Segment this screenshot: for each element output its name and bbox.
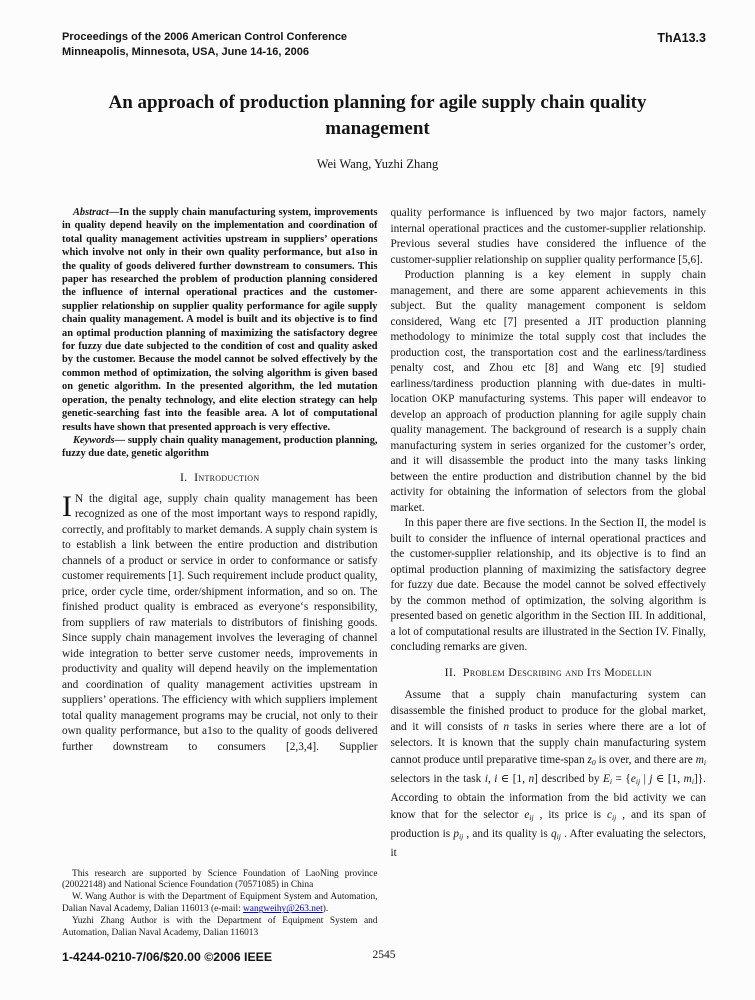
text-segment: —In the supply chain manufacturing system, improvements in quality depend heavily on the implementation and coordination of total quality management activities upstream in suppliers’ operations which involve not only in their own quality performance, but a1so in the quality of goods delivered further downstream to consumers. This paper has researched the problem of production planning considered the influence of internal operational practices and the customer-supplier relationship on supplier quality performance for agile supply chain quality management. A model is built and its objective is to find an optimal production planning of maximizing the satisfactory degree for fuzzy due date subjected to the condition of cost and quality asked by the customer. Because the model cannot be solved effectively by the common method of optimization, the solving algorithm is given based on genetic algorithm. In the presented algorithm, the led mutation operation, the penalty technology, and elite election strategy can help genetic-searching fast into the feasible area. A lot of computational results have shown that presented approach is very effective. bbox=[62, 207, 378, 433]
text-segment: ij bbox=[556, 831, 561, 841]
paper-authors: Wei Wang, Yuzhi Zhang bbox=[316, 157, 439, 171]
content-columns bbox=[62, 206, 706, 948]
text-segment: ]}. According to obtain the information from the bid activity we can know that for the selector bbox=[390, 772, 706, 821]
body-paragraph-problem-model bbox=[391, 687, 707, 862]
keywords-paragraph bbox=[62, 434, 378, 461]
text-segment: Yuzhi Zhang Author is with the Department of Equipment System and Automation, Dalian Naval Academy, Dalian 116013 bbox=[62, 916, 378, 939]
text-segment: z bbox=[587, 753, 592, 766]
text-segment: i bbox=[609, 776, 613, 786]
text-segment: ij bbox=[612, 812, 617, 822]
text-segment: , bbox=[487, 772, 495, 785]
footnote-author-wang bbox=[62, 892, 378, 916]
text-segment: ). bbox=[322, 904, 329, 915]
text-segment: ij bbox=[458, 831, 464, 841]
text-segment: This research are supported by Science Foundation of LaoNing province (20022148) and National Science Foundation (70571085) in China bbox=[62, 868, 378, 891]
body-paragraph-sections-overview: In this paper there are five sections. In the Section II, the model is built to consider the influence of internal operational practices and the customer-supplier relationship, and its objective is to find an optimal production planning of maximizing the satisfactory degree for fuzzy due date. Because the model cannot be solved effectively by the common method of optimization, the solving algorithm is presented based on genetic algorithm in the Section III. In additional, a lot of computational results are illustrated in the Section IV. Finally, concluding remarks are given. bbox=[390, 517, 706, 653]
conference-info bbox=[62, 30, 347, 60]
text-segment: , and its span of production is bbox=[390, 808, 706, 840]
text-segment: ij bbox=[635, 776, 641, 786]
conference-location: Minneapolis, Minnesota, USA, June 14-16, 2006 bbox=[62, 46, 309, 58]
text-segment: selectors in the task bbox=[390, 772, 485, 785]
text-segment: n bbox=[528, 772, 535, 785]
body-paragraph-production-planning: Production planning is a key element in supply chain management, and there are some apparent achievements in this subject. But the quality management component is seldom considered, Wang etc [7] presented a JIT production planning methodology to minimize the total supply cost that includes the production cost, the transportation cost and the earliness/tardiness penalty cost, and Zhou etc [8] and Wang etc [9] studied earliness/tardiness production planning with due-dates in multi-location OKP manufacturing systems. This paper will endeavor to develop an approach of production planning for agile supply chain quality management. The background of research is a supply chain manufacturing system in series organized for the customer’s order, and it will disassemble the product into the many tasks linking between the entire production and distribution channel by the bid activity for obtaining the information of selectors from the global market. bbox=[390, 269, 706, 514]
text-segment: n bbox=[503, 721, 510, 734]
text-segment: j bbox=[649, 772, 653, 785]
text-segment: | bbox=[640, 772, 650, 785]
introduction-paragraph bbox=[62, 489, 378, 756]
body-paragraph-continuation: quality performance is influenced by two major factors, namely internal operational practices and the customer-supplier relationship. Previous several studies have considered the influence of the customer-supplier relationship on supplier quality performance [5,6]. bbox=[390, 207, 706, 266]
text-segment: Assume that a supply chain manufacturing system can disassemble the finished product to produce for the global market, and it will consists of bbox=[390, 688, 706, 734]
text-segment: m bbox=[683, 772, 692, 785]
text-segment: — supply chain quality management, production planning, fuzzy due date, genetic algorithm bbox=[62, 434, 378, 460]
text-segment: ] described by bbox=[534, 772, 604, 785]
text-segment: tasks in series where there are a lot of selectors. It is known that the supply chain manufacturing system cannot produce until preparative time-span bbox=[390, 721, 706, 766]
abstract-paragraph bbox=[62, 206, 378, 434]
text-segment: . After evaluating the selectors, it bbox=[390, 827, 706, 860]
text-segment: Abstract bbox=[73, 207, 109, 218]
text-segment: i bbox=[494, 772, 498, 785]
text-segment: m bbox=[695, 753, 704, 766]
conference-name: Proceedings of the 2006 American Control Conference bbox=[62, 31, 348, 43]
text-segment: i bbox=[484, 772, 488, 785]
text-segment: is over, and there are bbox=[595, 753, 696, 766]
footnote-funding bbox=[62, 869, 378, 893]
footnote-author-zhang bbox=[62, 916, 378, 940]
page-number: 2545 bbox=[372, 949, 396, 961]
section-heading-introduction: I. Introduction bbox=[180, 469, 260, 484]
page-footer bbox=[62, 948, 706, 966]
page-header bbox=[62, 30, 706, 60]
right-column bbox=[391, 206, 707, 948]
copyright-notice: 1-4244-0210-7/06/$20.00 ©2006 IEEE bbox=[62, 950, 273, 964]
text-segment: e bbox=[524, 808, 530, 821]
session-code: ThA13.3 bbox=[657, 31, 706, 45]
text-segment: i bbox=[703, 757, 706, 767]
left-column bbox=[62, 206, 378, 948]
introduction-text: N the digital age, supply chain quality management has been recognized as one of the most important ways to respond rapidly, correctly, and profitably to market demands. A supply chain system is to establish a link between the entire production and distribution channels of a product or service in order to conformance or satisfy customer requirements [1]. Such requirement include product quality, price, order cycle time, order/shipment information, and so on. The finished product quality is embraced as everyone‘s responsibility, from suppliers of raw materials to distributors of finishing goods. Since supply chain management involves the leveraging of channel wide integration to better serve customer needs, improvements in productivity and quality will depend heavily on the implementation and coordination of quality management activities upstream in suppliers’ operations. The efficiency with which suppliers implement total quality management programs may be crucial, not only to their own quality performance, but a1so to the quality of goods delivered further downstream to consumers [2,3,4]. Supplier bbox=[62, 492, 378, 753]
text-segment: ∈ [1, bbox=[497, 772, 529, 785]
drop-cap: I bbox=[62, 489, 72, 523]
text-segment: W. Wang Author is with the Department of Equipment System and Automation, Dalian Naval Academy, Dalian 116013 (e-mail: bbox=[62, 892, 378, 915]
text-segment: Keywords bbox=[73, 434, 115, 446]
email-link[interactable]: wangweihy@263.net bbox=[243, 904, 323, 915]
text-segment: E bbox=[603, 772, 610, 785]
text-segment: = { bbox=[612, 772, 631, 785]
footnotes-block bbox=[62, 869, 378, 940]
section-heading-problem-modelling: II. Problem Describing and Its Modellin bbox=[444, 664, 652, 679]
text-segment: 0 bbox=[591, 757, 596, 767]
text-segment: ∈ [1, bbox=[652, 772, 684, 785]
text-segment: c bbox=[607, 808, 613, 821]
text-segment: p bbox=[453, 827, 459, 840]
paper-title: An approach of production planning for agile supply chain quality management bbox=[108, 92, 647, 139]
text-segment: , and its quality is bbox=[463, 827, 551, 840]
text-segment: ij bbox=[529, 812, 534, 822]
text-segment: i bbox=[691, 776, 694, 786]
text-segment: q bbox=[550, 827, 557, 840]
text-segment: , its price is bbox=[533, 808, 608, 821]
text-segment: e bbox=[630, 772, 636, 785]
